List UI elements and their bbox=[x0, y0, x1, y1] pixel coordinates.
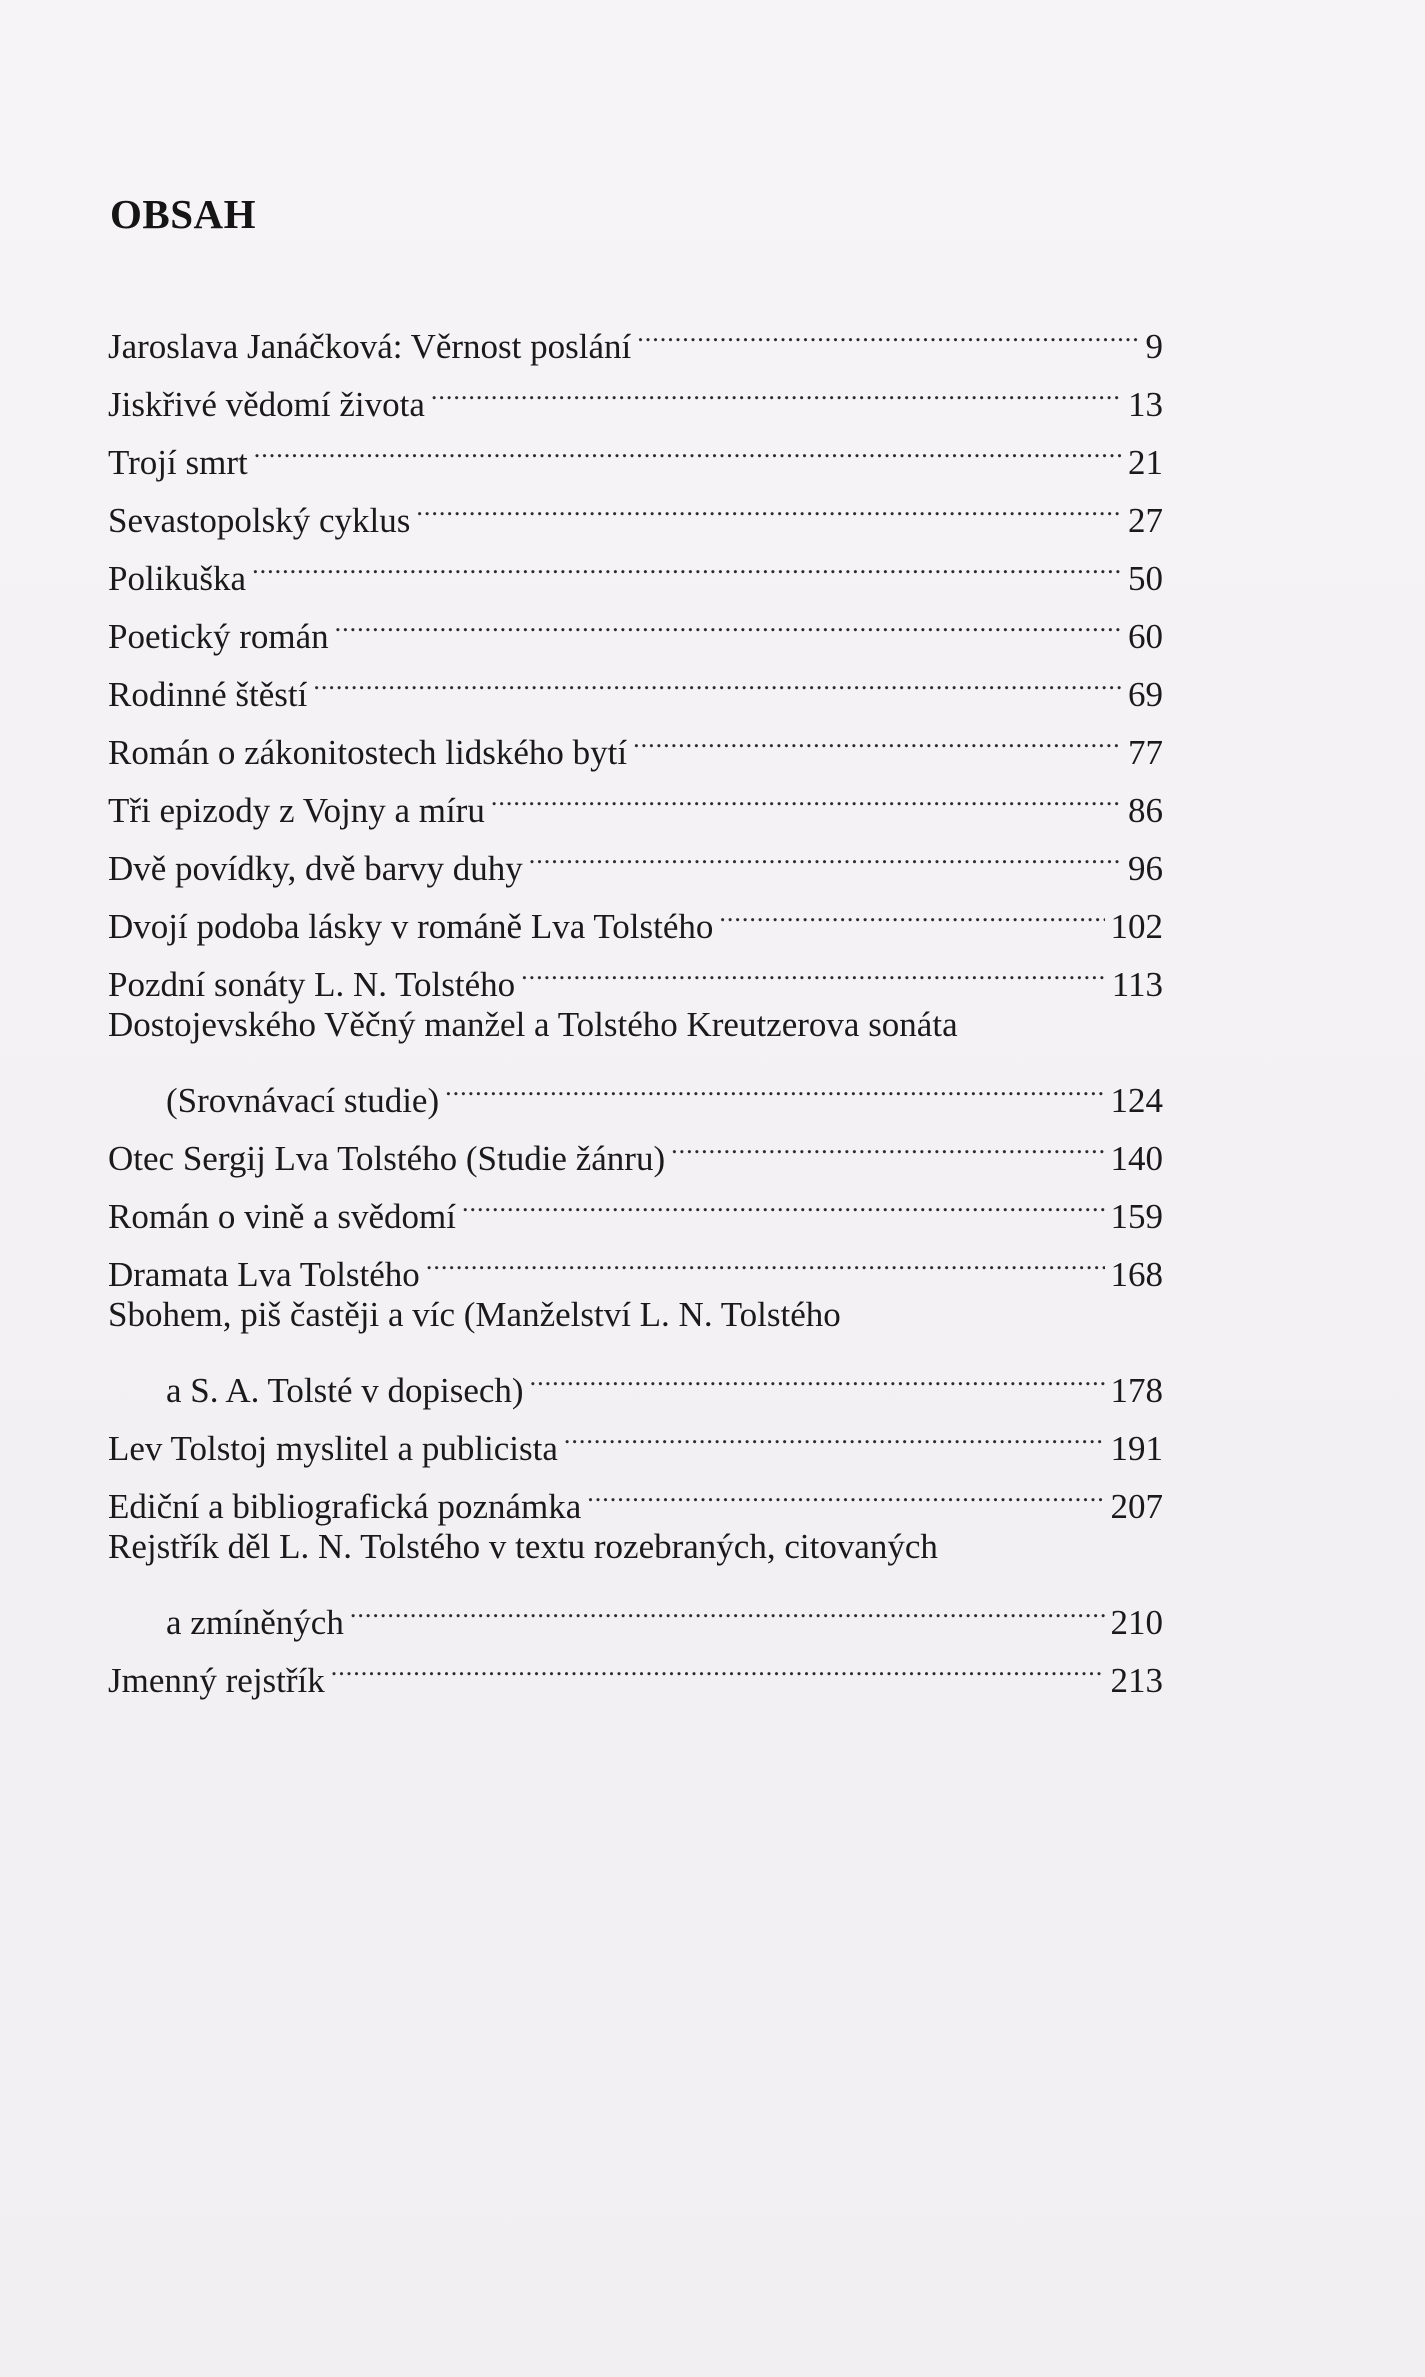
toc-entry-page: 96 bbox=[1128, 849, 1163, 888]
toc-entry-title: (Srovnávací studie) bbox=[166, 1081, 440, 1120]
dot-leader bbox=[530, 1344, 1105, 1402]
toc-entry-polikuska bbox=[108, 532, 1163, 598]
toc-entry-title: Otec Sergij Lva Tolstého (Studie žánru) bbox=[108, 1139, 666, 1178]
toc-entry-page: 69 bbox=[1128, 675, 1163, 714]
toc-entry-page: 77 bbox=[1128, 733, 1163, 772]
toc-entry-title: Jaroslava Janáčková: Věrnost poslání bbox=[108, 327, 632, 366]
toc-entry-title: Sevastopolský cyklus bbox=[108, 501, 411, 540]
toc-entry-title: Tři epizody z Vojny a míru bbox=[108, 791, 485, 830]
toc-entry-page: 102 bbox=[1110, 907, 1163, 946]
dot-leader bbox=[491, 764, 1122, 822]
toc-entry-sevastopolsky-cyklus bbox=[108, 474, 1163, 540]
toc-entry-title: Román o vině a svědomí bbox=[108, 1197, 457, 1236]
toc-entry-title: a zmíněných bbox=[166, 1603, 344, 1642]
dot-leader bbox=[462, 1170, 1104, 1228]
toc-entry-page: 60 bbox=[1128, 617, 1163, 656]
dot-leader bbox=[313, 648, 1122, 706]
toc-entry-poeticky-roman bbox=[108, 590, 1163, 656]
dot-leader bbox=[529, 822, 1122, 880]
toc-entry-title: Poetický román bbox=[108, 617, 329, 656]
toc-entry-title: Polikuška bbox=[108, 559, 247, 598]
toc-entry-page: 140 bbox=[1110, 1139, 1163, 1178]
dot-leader bbox=[426, 1228, 1105, 1286]
toc-entry-title: Dostojevského Věčný manžel a Tolstého Kreutzerova sonáta bbox=[108, 1005, 958, 1044]
toc-entry-dostojevskeho-line2 bbox=[108, 1054, 1163, 1120]
toc-entry-page: 178 bbox=[1110, 1371, 1163, 1410]
toc-entry-title: Trojí smrt bbox=[108, 443, 248, 482]
toc-entry-troji-smrt bbox=[108, 416, 1163, 482]
dot-leader bbox=[335, 590, 1122, 648]
page-title: OBSAH bbox=[110, 191, 257, 237]
toc-entry-title: Jmenný rejstřík bbox=[108, 1661, 325, 1700]
toc-entry-page: 21 bbox=[1128, 443, 1163, 482]
toc-entry-title: Sbohem, piš častěji a víc (Manželství L. N. Tolstého bbox=[108, 1295, 841, 1334]
toc-entry-title: Pozdní sonáty L. N. Tolstého bbox=[108, 965, 516, 1004]
toc-entry-page: 86 bbox=[1128, 791, 1163, 830]
dot-leader bbox=[350, 1576, 1105, 1634]
dot-leader bbox=[331, 1634, 1105, 1692]
dot-leader bbox=[254, 416, 1122, 474]
dot-leader bbox=[445, 1054, 1104, 1112]
toc-entry-title: Jiskřivé vědomí života bbox=[108, 385, 425, 424]
table-of-contents bbox=[108, 300, 1163, 1700]
toc-entry-rejstrik-del-line1 bbox=[108, 1518, 1163, 1576]
toc-entry-title: Rejstřík děl L. N. Tolstého v textu rozebraných, citovaných bbox=[108, 1527, 938, 1566]
dot-leader bbox=[252, 532, 1122, 590]
toc-entry-page: 213 bbox=[1110, 1661, 1163, 1700]
toc-entry-dostojevskeho-line1 bbox=[108, 996, 1163, 1054]
toc-entry-rejstrik-del-line2 bbox=[108, 1576, 1163, 1642]
toc-entry-page: 168 bbox=[1110, 1255, 1163, 1294]
toc-entry-page: 9 bbox=[1145, 327, 1163, 366]
toc-entry-page: 124 bbox=[1110, 1081, 1163, 1120]
toc-entry-page: 50 bbox=[1128, 559, 1163, 598]
toc-entry-page: 27 bbox=[1128, 501, 1163, 540]
toc-entry-sbohem-line2 bbox=[108, 1344, 1163, 1410]
toc-entry-page: 207 bbox=[1110, 1487, 1163, 1526]
toc-entry-page: 159 bbox=[1110, 1197, 1163, 1236]
dot-leader bbox=[521, 938, 1106, 996]
toc-entry-page: 210 bbox=[1110, 1603, 1163, 1642]
dot-leader bbox=[719, 880, 1104, 938]
toc-entry-title: Dvojí podoba lásky v románě Lva Tolstého bbox=[108, 907, 714, 946]
toc-entry-page: 113 bbox=[1111, 965, 1163, 1004]
dot-leader bbox=[633, 706, 1122, 764]
dot-leader bbox=[671, 1112, 1104, 1170]
toc-entry-page: 191 bbox=[1110, 1429, 1163, 1468]
dot-leader bbox=[431, 358, 1122, 416]
toc-entry-title: Román o zákonitostech lidského bytí bbox=[108, 733, 628, 772]
toc-entry-title: Dvě povídky, dvě barvy duhy bbox=[108, 849, 523, 888]
toc-entry-title: a S. A. Tolsté v dopisech) bbox=[166, 1371, 524, 1410]
toc-entry-title: Ediční a bibliografická poznámka bbox=[108, 1487, 582, 1526]
toc-entry-sbohem-line1 bbox=[108, 1286, 1163, 1344]
dot-leader bbox=[564, 1402, 1105, 1460]
dot-leader bbox=[587, 1460, 1104, 1518]
dot-leader bbox=[416, 474, 1122, 532]
toc-entry-page: 13 bbox=[1128, 385, 1163, 424]
toc-entry-title: Dramata Lva Tolstého bbox=[108, 1255, 420, 1294]
toc-entry-title: Lev Tolstoj myslitel a publicista bbox=[108, 1429, 558, 1468]
dot-leader bbox=[637, 300, 1139, 358]
toc-entry-vernost-poslani bbox=[108, 300, 1163, 366]
toc-entry-title: Rodinné štěstí bbox=[108, 675, 308, 714]
